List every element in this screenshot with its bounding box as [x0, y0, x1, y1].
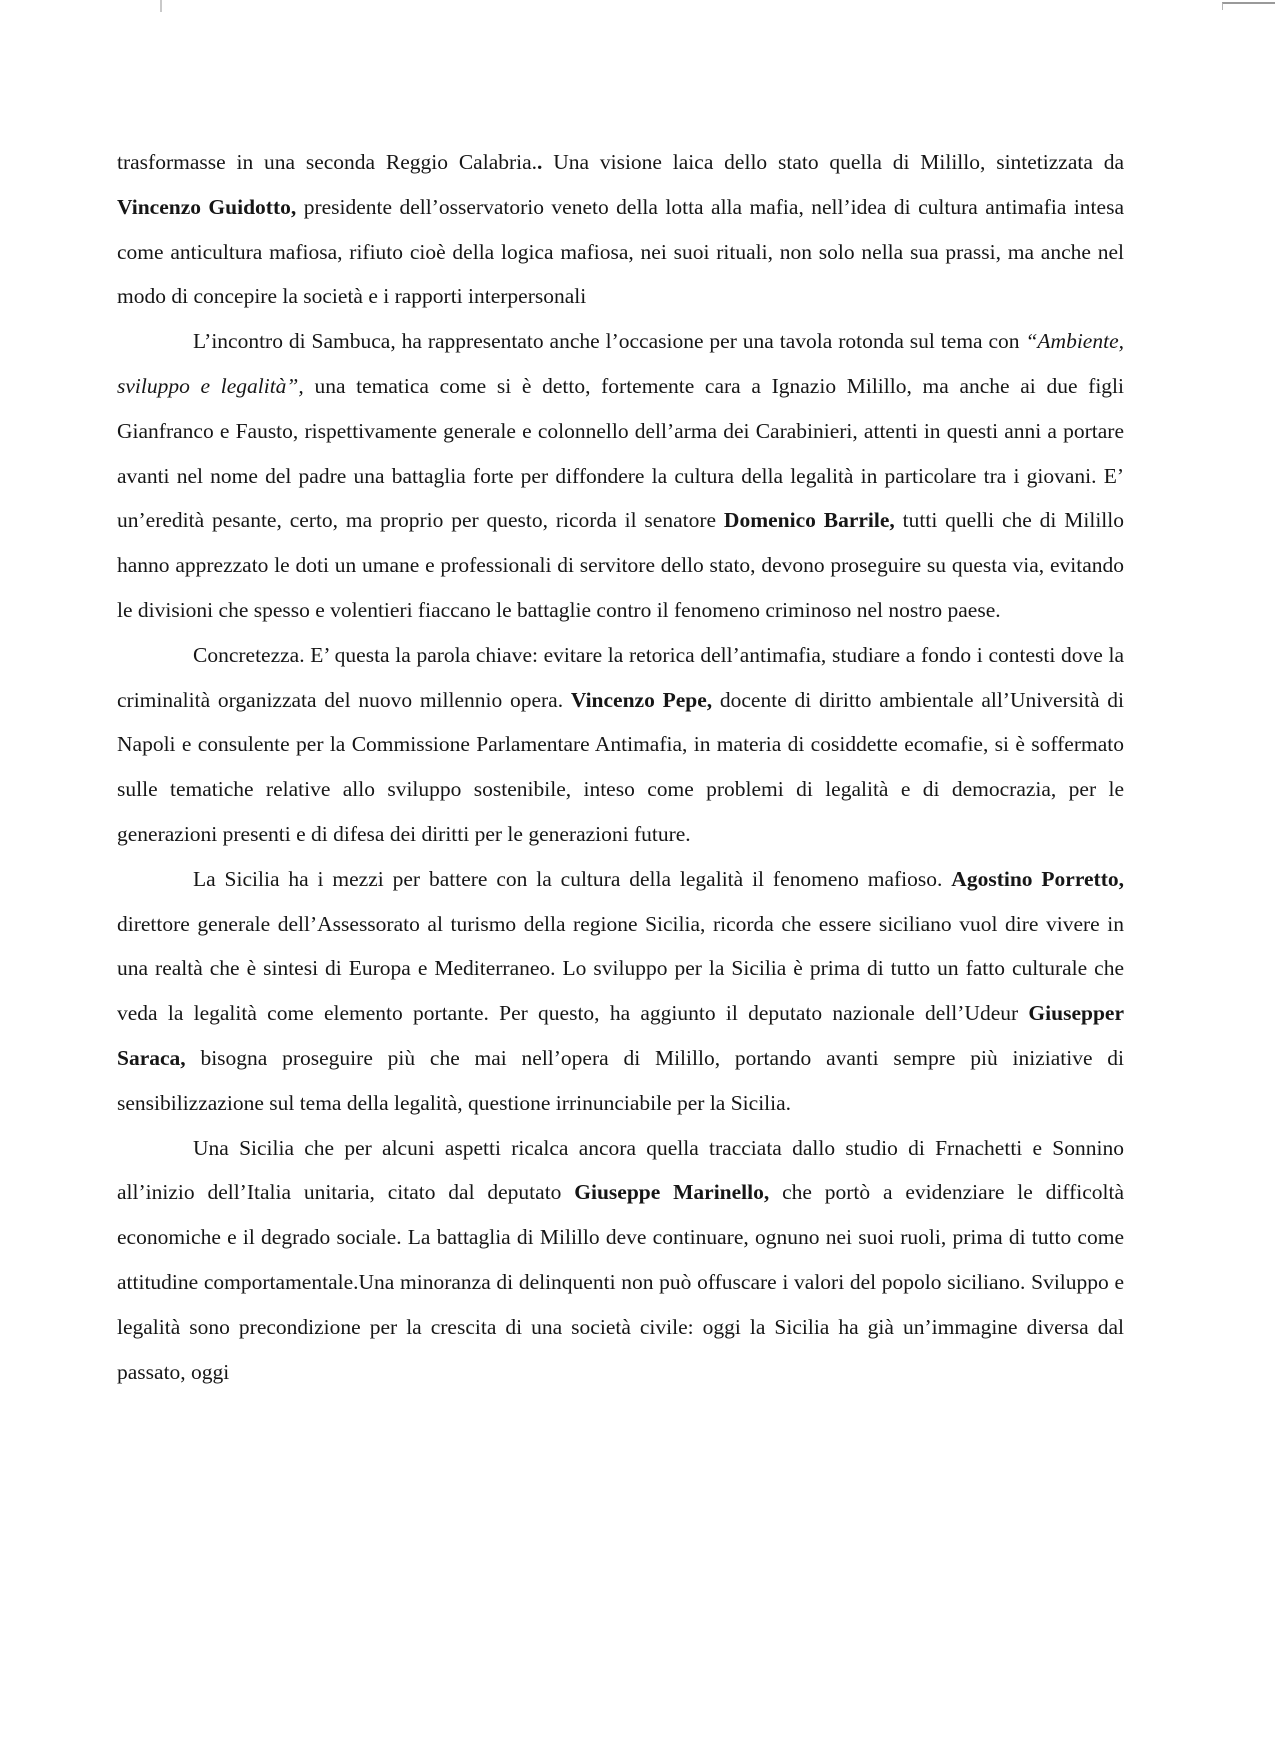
text-run: presidente dell’osservatorio veneto della lotta alla mafia, nell’idea di cultura antimafia intesa come anticultura mafiosa, rifiuto cioè della logica mafiosa, nei suoi rituali, non solo nella sua prassi, ma anche nel modo di concepire la società e i rapporti interpersonali — [117, 194, 1124, 309]
person-name-barrile: Domenico Barrile, — [723, 508, 895, 533]
scan-artifact-corner — [1222, 2, 1275, 10]
paragraph-1 — [117, 140, 1124, 319]
text-run: che portò a evidenziare le difficoltà economiche e il degrado sociale. La battaglia di Milillo deve continuare, ognuno nei suoi ruoli, prima di tutto come attitudine comportamentale.Una minoranza di delinquenti non può offuscare i valori del popolo siciliano. Sviluppo e legalità sono precondizione per la crescita di una società civile: oggi la Sicilia ha già un’immagine diversa dal passato, oggi — [117, 1180, 1124, 1384]
document-page — [117, 140, 1124, 1394]
text-run: una tematica come si è detto, fortemente cara a Ignazio Milillo, ma anche ai due figli Gianfranco e Fausto, rispettivamente generale e colonnello dell’arma dei Carabinieri, attenti in questi anni a portare avanti nel nome del padre una battaglia forte per diffondere la cultura della legalità in particolare tra i giovani. E’ un’eredità pesante, certo, ma proprio per questo, ricorda il senatore — [117, 373, 1124, 533]
text-run: bisogna proseguire più che mai nell’opera di Milillo, portando avanti sempre più iniziative di sensibilizzazione sul tema della legalità, questione irrinunciabile per la Sicilia. — [117, 1045, 1124, 1115]
person-name-saraca: Giusepper Saraca, — [117, 1001, 1124, 1070]
person-name-pepe: Vincenzo Pepe, — [570, 687, 713, 712]
paragraph-4 — [117, 857, 1124, 1126]
text-run: tutti quelli che di Milillo hanno apprezzato le doti un umane e professionali di servitore dello stato, devono proseguire su questa via, evitando le divisioni che spesso e volentieri fiaccano le battaglie contro il fenomeno criminoso nel nostro paese. — [117, 508, 1124, 622]
text-run: Una visione laica dello stato quella di Milillo, sintetizzata da — [542, 150, 1124, 174]
text-run: docente di diritto ambientale all’Università di Napoli e consulente per la Commissione Parlamentare Antimafia, in materia di cosiddette ecomafie, si è soffermato sulle tematiche relative allo sviluppo sostenibile, inteso come problemi di legalità e di democrazia, per le generazioni presenti e di difesa dei diritti per le generazioni future. — [117, 687, 1125, 846]
text-run: Concretezza. E’ questa la parola chiave: evitare la retorica dell’antimafia, studiare a fondo i contesti dove la criminalità organizzata del nuovo millennio opera. — [117, 642, 1124, 712]
scan-artifact-top — [160, 0, 162, 12]
text-run: direttore generale dell’Assessorato al turismo della regione Sicilia, ricorda che essere siciliano vuol dire vivere in una realtà che è sintesi di Europa e Mediterraneo. Lo sviluppo per la Sicilia è prima di tutto un fatto culturale che veda la legalità come elemento portante. Per questo, ha aggiunto il deputato nazionale dell’Udeur — [117, 911, 1124, 1026]
text-run: trasformasse in una seconda Reggio Calabria. — [117, 150, 538, 174]
paragraph-2 — [117, 319, 1124, 633]
person-name-guidotto: Vincenzo Guidotto, — [117, 194, 297, 219]
text-run-bold: . — [537, 150, 543, 174]
text-run: L’incontro di Sambuca, ha rappresentato anche l’occasione per una tavola rotonda sul tema con — [193, 329, 1026, 354]
person-name-porretto: Agostino Porretto, — [951, 866, 1124, 891]
roundtable-theme: “Ambiente, sviluppo e legalità”, — [117, 329, 1124, 398]
paragraph-3 — [117, 633, 1124, 857]
person-name-marinello: Giuseppe Marinello, — [574, 1180, 770, 1205]
text-run: Una Sicilia che per alcuni aspetti ricalca ancora quella tracciata dallo studio di Frnachetti e Sonnino all’inizio dell’Italia unitaria, citato dal deputato — [117, 1135, 1124, 1205]
text-run: La Sicilia ha i mezzi per battere con la cultura della legalità il fenomeno mafioso. — [193, 866, 952, 891]
paragraph-5 — [117, 1126, 1124, 1395]
